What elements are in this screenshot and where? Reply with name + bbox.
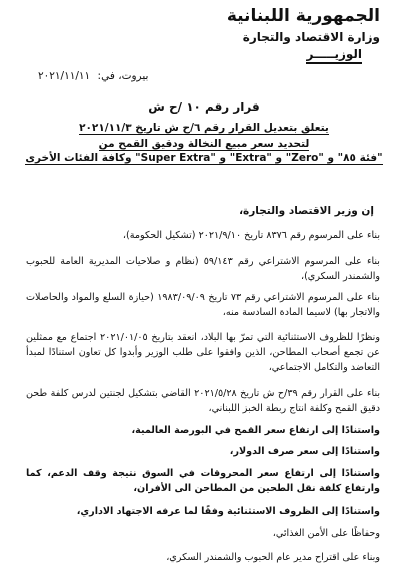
decision-title: قرار رقم ١٠ /ح ش bbox=[148, 100, 260, 114]
recital-paragraph: وبناء على اقتراح مدير عام الحبوب والشمندر السكري، bbox=[166, 552, 380, 563]
date-line bbox=[34, 70, 148, 82]
recital-paragraph: ونظرًا للظروف الاستثنائية التي تمرّ بها البلاد، انعقد بتاريخ ٢٠٢١/٠١/٠٥ اجتماع مع ممثلين عن تجمع أصحاب المطاحن، الذين وافقوا على طلب الوزير وأبدوا كل تعاون استنادًا لمبدأ التعاضد والتكامل الاجتماعي، bbox=[26, 332, 380, 373]
recital-paragraph: بناء على القرار رقم ٣٩/ح ش تاريخ ٢٠٢١/٥/٢٨ القاضي بتشكيل لجنتين لدرس كلفة طحن دقيق القمح وكلفة انتاج ربطة الخبز اللبناني، bbox=[26, 388, 381, 414]
recital-paragraph: واستنادًا إلى الظروف الاستثنائية وفقًا لما عرفه الاجتهاد الاداري، bbox=[76, 506, 380, 517]
recital-paragraph: واستنادًا إلى ارتفاع سعر القمح في البورصة العالمية، bbox=[131, 425, 380, 436]
date-value: ٢٠٢١/١١/١١ bbox=[38, 70, 91, 82]
recital-paragraph: واستنادًا إلى ارتفاع سعر المحروقات في السوق نتيجة وقف الدعم، كما وارتفاع كلفة نقل الطحين من المطاحن الى الأفران، bbox=[26, 468, 380, 494]
recital-paragraph: بناء على المرسوم الاشتراعي رقم ٥٩/١٤٣ (نظام و صلاحيات المديرية العامة للحبوب والشمندر السكري)، bbox=[26, 256, 380, 282]
republic-heading: الجمهورية اللبنانية bbox=[226, 6, 380, 26]
decision-subject-line: لتحديد سعر مبيع النخالة ودقيق القمح من bbox=[98, 138, 310, 150]
recital-paragraph: بناء على المرسوم رقم ٨٣٧٦ تاريخ ٢٠٢١/٩/١٠ (تشكيل الحكومة)، bbox=[122, 230, 380, 241]
intro-line: إن وزير الاقتصاد والتجارة، bbox=[239, 205, 374, 217]
recital-paragraph: وحفاظًا على الأمن الغذائي، bbox=[272, 528, 380, 539]
decision-subject-line: يتعلق بتعديل القرار رقم ٦/ح ش تاريخ ٢٠٢١/١١/٣ bbox=[79, 122, 329, 134]
ministry-heading: وزارة الاقتصاد والتجارة bbox=[242, 30, 380, 44]
recital-paragraph: بناء على المرسوم الاشتراعي رقم ٧٣ تاريخ ١٩٨٣/٠٩/٠٩ (حيازة السلع والمواد والحاصلات والاتجار بها) لاسيما المادة السادسة منه، bbox=[26, 292, 380, 318]
decision-subject-line: "فئة ٨٥" و "Zero" و "Extra" و "Super Extra" وكافة الفئات الأخرى bbox=[25, 152, 383, 164]
recital-paragraph: واستنادًا إلى سعر صرف الدولار، bbox=[229, 446, 380, 457]
date-place: بيروت، في: bbox=[97, 70, 149, 82]
minister-heading: الوزيـــــر bbox=[306, 47, 362, 64]
